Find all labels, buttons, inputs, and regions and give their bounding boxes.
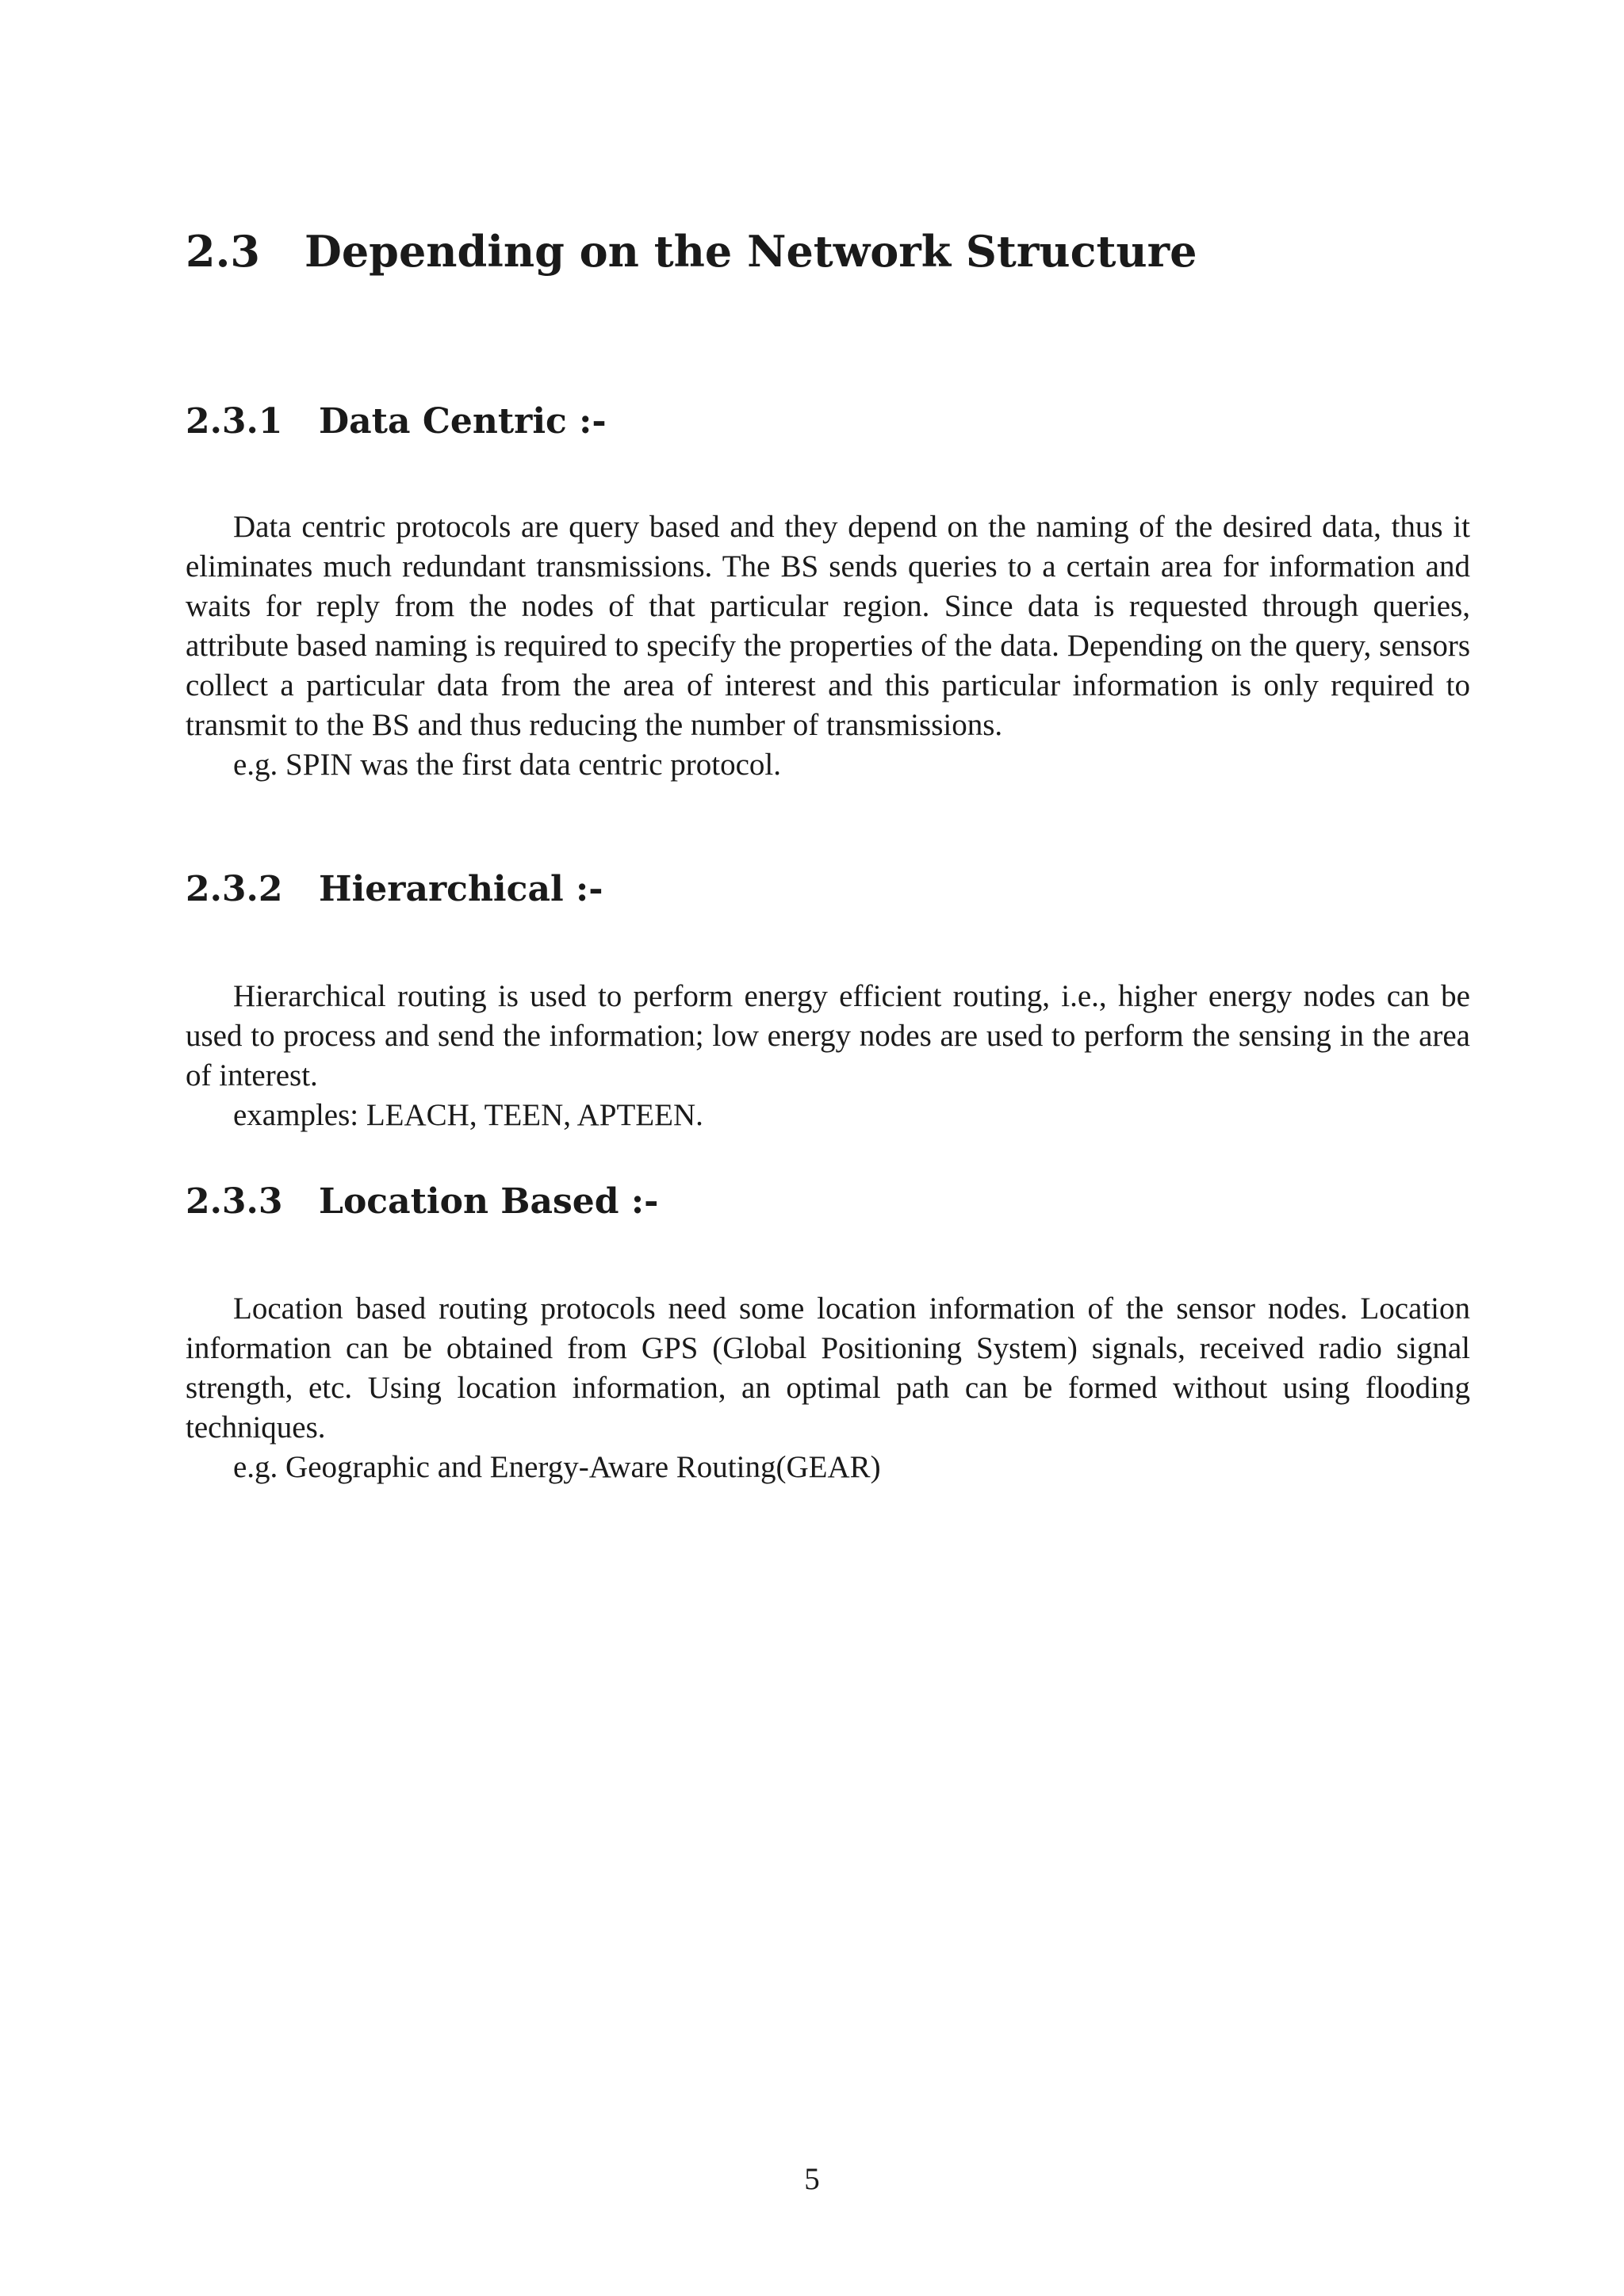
hierarchical-section-body bbox=[186, 977, 1470, 1135]
subsection-number: 2.3.2 bbox=[186, 869, 283, 909]
subsection-heading-hierarchical bbox=[186, 867, 603, 912]
hierarchical-paragraph: Hierarchical routing is used to perform energy efficient routing, i.e., higher energy nodes can be used to process and send the information; low energy nodes are used to perform the sensing in the area of interest. bbox=[186, 979, 1470, 1093]
page-number: 5 bbox=[804, 2162, 820, 2196]
section-heading bbox=[186, 224, 1197, 279]
subsection-title: Hierarchical :- bbox=[319, 869, 603, 909]
section-title: Depending on the Network Structure bbox=[304, 226, 1197, 277]
subsection-title: Data Centric :- bbox=[319, 401, 607, 442]
data-centric-example: e.g. SPIN was the first data centric protocol. bbox=[233, 748, 781, 782]
subsection-heading-location-based bbox=[186, 1180, 658, 1224]
location-based-paragraph: Location based routing protocols need some location information of the sensor nodes. Location information can be obtained from GPS (Global Positioning System) signals, received radio signal strength, etc. Using location information, an optimal path can be formed without using flooding techniques. bbox=[186, 1292, 1470, 1445]
location-based-example: e.g. Geographic and Energy-Aware Routing(GEAR) bbox=[233, 1450, 881, 1484]
subsection-heading-data-centric bbox=[186, 400, 607, 444]
subsection-title: Location Based :- bbox=[319, 1181, 659, 1222]
subsection-number: 2.3.3 bbox=[186, 1181, 283, 1222]
document-page bbox=[186, 0, 1470, 2296]
hierarchical-example: examples: LEACH, TEEN, APTEEN. bbox=[233, 1098, 703, 1132]
subsection-number: 2.3.1 bbox=[186, 401, 283, 442]
location-based-section-body bbox=[186, 1289, 1470, 1487]
data-centric-section-body bbox=[186, 507, 1470, 785]
data-centric-paragraph: Data centric protocols are query based and they depend on the naming of the desired data, thus it eliminates much redundant transmissions. The BS sends queries to a certain area for information and waits for reply from the nodes of that particular region. Since data is requested through queries, attribute based naming is required to specify the properties of the data. Depending on the query, sensors collect a particular data from the area of interest and this particular information is only required to transmit to the BS and thus reducing the number of transmissions. bbox=[186, 510, 1470, 742]
section-number: 2.3 bbox=[186, 226, 260, 277]
